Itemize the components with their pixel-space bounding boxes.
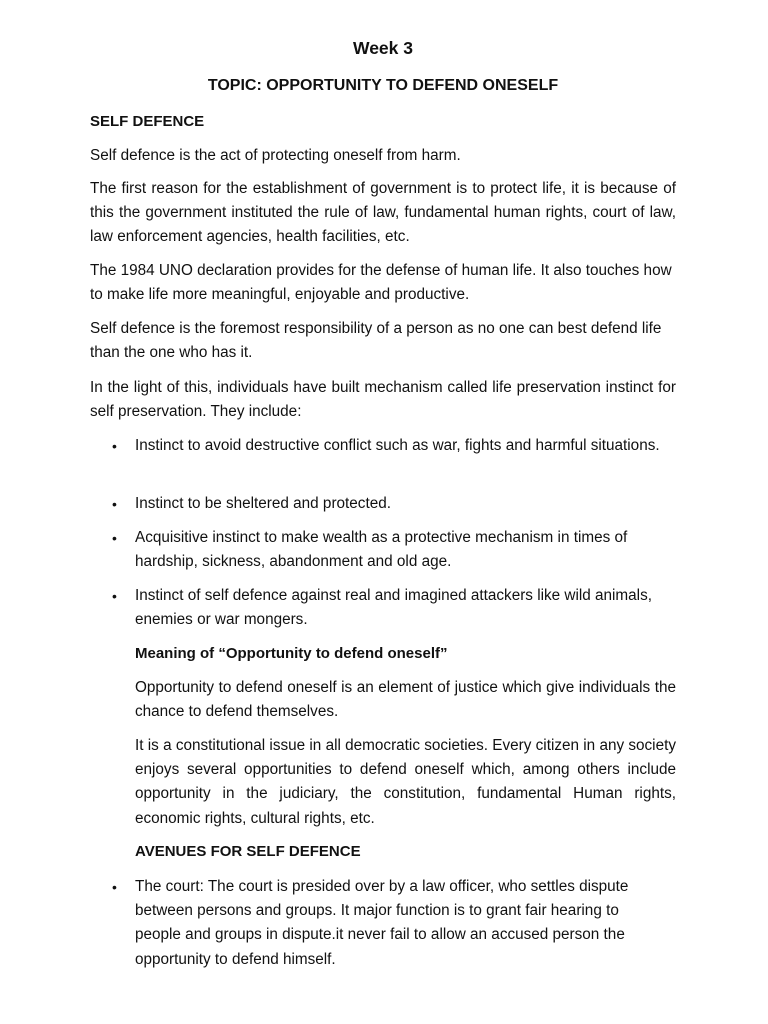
list-item-text: Instinct to avoid destructive conflict such as war, fights and harmful situations. — [135, 437, 660, 454]
meaning-paragraph-1: Opportunity to defend oneself is an element of justice which give individuals the chance to defend themselves. — [135, 679, 676, 721]
instinct-intro-paragraph: In the light of this, individuals have built mechanism called life preservation instinct for self preservation. They include: — [90, 379, 676, 421]
list-item-text: Instinct of self defence against real and imagined attackers like wild animals, enemies or war mongers. — [135, 587, 652, 629]
uno-declaration-paragraph: The 1984 UNO declaration provides for the defense of human life. It also touches how to make life more meaningful, enjoyable and productive. — [90, 262, 672, 304]
self-defence-definition: Self defence is the act of protecting oneself from harm. — [90, 147, 461, 164]
avenues-heading: AVENUES FOR SELF DEFENCE — [135, 843, 361, 860]
document-page — [90, 0, 676, 1024]
bullet-icon: • — [112, 588, 117, 604]
list-item-text: Acquisitive instinct to make wealth as a protective mechanism in times of hardship, sickness, abandonment and old age. — [135, 529, 628, 571]
list-item-text: The court: The court is presided over by a law officer, who settles dispute between persons and groups. It major function is to grant fair hearing to people and groups in dispute.it never fail to allow an accused person the opportunity to defend himself. — [135, 878, 629, 968]
bullet-icon: • — [112, 879, 117, 895]
topic-heading: TOPIC: OPPORTUNITY TO DEFEND ONESELF — [207, 77, 559, 94]
bullet-icon: • — [112, 496, 117, 512]
bullet-icon: • — [112, 530, 117, 546]
list-item-text: Instinct to be sheltered and protected. — [135, 495, 391, 512]
bullet-icon: • — [112, 438, 117, 454]
self-defence-heading: SELF DEFENCE — [90, 113, 205, 130]
responsibility-paragraph: Self defence is the foremost responsibility of a person as no one can best defend life than the one who has it. — [90, 320, 662, 362]
meaning-paragraph-2: It is a constitutional issue in all democratic societies. Every citizen in any society enjoys several opportunities to defend oneself which, among others include opportunity in the judiciary, the constitution, fundamental Human rights, economic rights, cultural rights, etc. — [135, 737, 676, 827]
meaning-heading: Meaning of “Opportunity to defend oneself” — [135, 645, 448, 662]
government-paragraph: The first reason for the establishment of government is to protect life, it is because of this the government instituted the rule of law, fundamental human rights, court of law, law enforcement agencies, health facilities, etc. — [90, 180, 676, 246]
page-title: Week 3 — [353, 38, 413, 58]
